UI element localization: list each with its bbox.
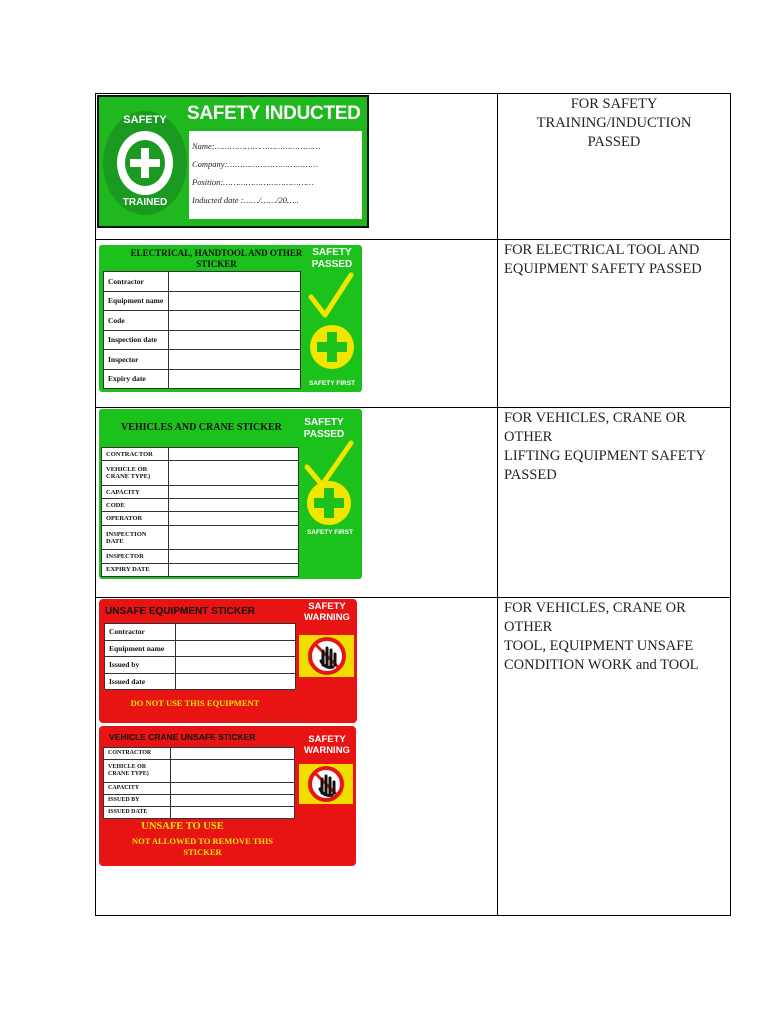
description-line: TOOL, EQUIPMENT UNSAFE bbox=[504, 638, 694, 654]
first-aid-cross-icon bbox=[307, 481, 351, 525]
description bbox=[498, 598, 730, 675]
field-label: Issued by bbox=[105, 657, 176, 674]
warning-panel bbox=[299, 764, 353, 804]
field-label: Inspection date bbox=[104, 330, 169, 350]
field-label: ISSUED BY bbox=[104, 794, 171, 806]
field-label: CAPACITY bbox=[104, 782, 171, 794]
sticker-form bbox=[103, 747, 295, 819]
field-label: CONTRACTOR bbox=[104, 748, 171, 760]
sticker-title: UNSAFE EQUIPMENT STICKER bbox=[105, 606, 256, 617]
field-label: OPERATOR bbox=[102, 512, 169, 525]
footer-warning: DO NOT USE THIS EQUIPMENT bbox=[130, 698, 260, 708]
field-label: Inspector bbox=[104, 350, 169, 370]
description bbox=[498, 408, 730, 485]
description-line: EQUIPMENT SAFETY PASSED bbox=[504, 261, 702, 277]
field-label: Contractor bbox=[104, 272, 169, 292]
sticker-title: ELECTRICAL, HANDTOOL AND OTHER STICKER bbox=[130, 248, 303, 269]
sticker-table bbox=[95, 93, 731, 916]
table-row bbox=[96, 598, 731, 916]
description-line: OTHER bbox=[504, 619, 553, 635]
position-line: Position:……………………………… bbox=[192, 177, 314, 187]
field-label: Equipment name bbox=[105, 640, 176, 657]
description-line: FOR SAFETY bbox=[570, 96, 658, 112]
sticker-title: VEHICLE CRANE UNSAFE STICKER bbox=[109, 732, 256, 742]
description-line: FOR ELECTRICAL TOOL AND bbox=[504, 242, 700, 258]
safety-trained-badge bbox=[103, 111, 187, 215]
description-cell bbox=[498, 598, 731, 916]
field-label: CAPACITY bbox=[102, 486, 169, 499]
check-icon bbox=[307, 271, 355, 321]
field-label: CODE bbox=[102, 499, 169, 512]
stop-hand-icon bbox=[299, 764, 353, 804]
sticker-cell bbox=[96, 94, 498, 240]
safety-warning-label: SAFETY WARNING bbox=[304, 601, 350, 623]
field-label: VEHICLE OR CRANE TYPE) bbox=[104, 760, 171, 783]
sticker-cell bbox=[96, 598, 498, 916]
description-line: CONDITION WORK and TOOL bbox=[504, 657, 699, 673]
name-line: Name:…………………………………… bbox=[192, 141, 321, 151]
safety-warning-label: SAFETY WARNING bbox=[304, 734, 350, 756]
description-line: TRAINING/INDUCTION bbox=[536, 115, 692, 131]
sticker-cell bbox=[96, 408, 498, 598]
sticker-form bbox=[101, 447, 299, 577]
company-line: Company:……………………………… bbox=[192, 159, 319, 169]
electrical-tool-sticker bbox=[99, 245, 362, 392]
vehicle-crane-unsafe-sticker bbox=[99, 726, 356, 866]
sticker-form bbox=[104, 623, 296, 690]
unsafe-equipment-sticker bbox=[99, 599, 357, 723]
field-label: INSPECTOR bbox=[102, 550, 169, 563]
sticker-title: SAFETY INDUCTED bbox=[187, 103, 361, 124]
safety-passed-label: SAFETY PASSED bbox=[303, 417, 345, 440]
badge-top-label: SAFETY bbox=[123, 114, 167, 126]
footer-warning: UNSAFE TO USE bbox=[141, 821, 224, 832]
field-label: Equipment name bbox=[104, 291, 169, 311]
field-label: EXPIRY DATE bbox=[102, 563, 169, 576]
field-label: CONTRACTOR bbox=[102, 448, 169, 461]
description-line: LIFTING EQUIPMENT SAFETY bbox=[504, 448, 706, 464]
stop-hand-icon bbox=[299, 635, 354, 677]
sticker-cell bbox=[96, 240, 498, 408]
description-line: PASSED bbox=[504, 467, 557, 483]
description-line: PASSED bbox=[587, 134, 641, 150]
first-aid-cross-icon bbox=[310, 325, 354, 369]
field-label: ISSUED DATE bbox=[104, 806, 171, 818]
description-line: FOR VEHICLES, CRANE OR bbox=[504, 600, 686, 616]
sticker-form bbox=[103, 271, 301, 389]
first-aid-cross-icon bbox=[125, 140, 165, 186]
inducted-date-line: Inducted date :……/……/20….. bbox=[192, 195, 299, 205]
description bbox=[498, 94, 730, 152]
safety-first-label: SAFETY FIRST bbox=[308, 380, 356, 387]
badge-bottom-label: TRAINED bbox=[122, 197, 168, 208]
warning-panel bbox=[299, 635, 354, 677]
footer-warning: NOT ALLOWED TO REMOVE THIS bbox=[131, 836, 274, 846]
field-label: Issued date bbox=[105, 673, 176, 690]
description bbox=[498, 240, 730, 279]
field-label: Contractor bbox=[105, 624, 176, 641]
table-row bbox=[96, 94, 731, 240]
sticker-panel bbox=[189, 131, 362, 219]
description-cell bbox=[498, 94, 731, 240]
sticker-title: VEHICLES AND CRANE STICKER bbox=[121, 422, 282, 433]
description-cell bbox=[498, 240, 731, 408]
safety-first-label: SAFETY FIRST bbox=[306, 529, 354, 536]
field-label: VEHICLE OR CRANE TYPE) bbox=[102, 461, 169, 486]
field-label: INSPECTION DATE bbox=[102, 525, 169, 550]
safety-inducted-sticker bbox=[97, 95, 369, 228]
description-cell bbox=[498, 408, 731, 598]
description-line: OTHER bbox=[504, 429, 553, 445]
field-label: Expiry date bbox=[104, 369, 169, 389]
footer-warning: STICKER bbox=[183, 847, 222, 857]
table-row bbox=[96, 240, 731, 408]
table-row bbox=[96, 408, 731, 598]
vehicle-crane-sticker bbox=[99, 409, 362, 579]
field-label: Code bbox=[104, 311, 169, 331]
description-line: FOR VEHICLES, CRANE OR bbox=[504, 410, 686, 426]
safety-passed-label: SAFETY PASSED bbox=[311, 247, 353, 270]
